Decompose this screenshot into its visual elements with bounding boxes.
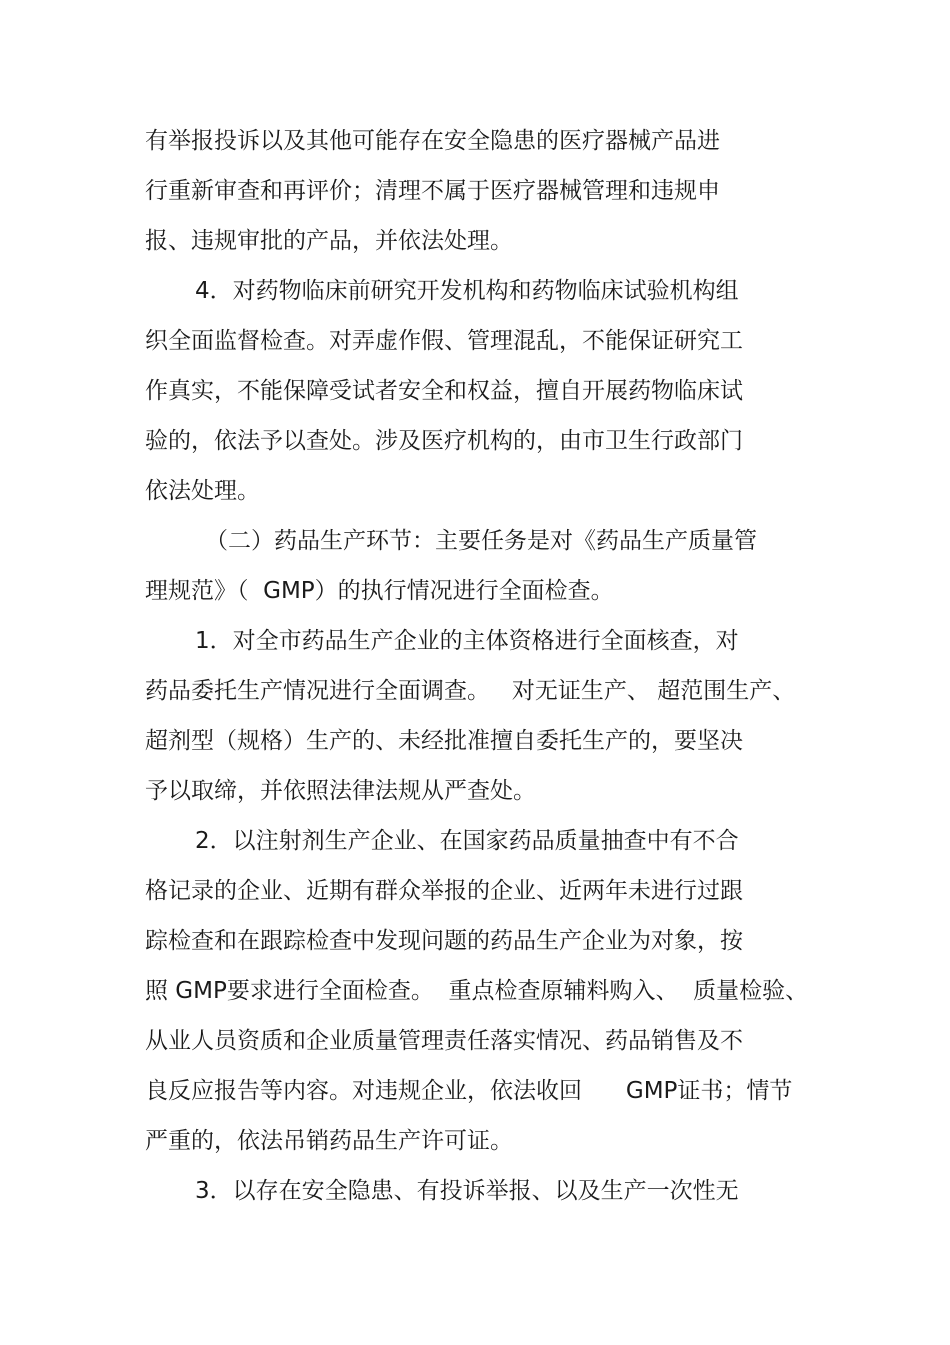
text-line: 格记录的企业、近期有群众举报的企业、近两年未进行过跟 xyxy=(145,878,743,904)
section-heading: （二）药品生产环节：主要任务是对《药品生产质量管 xyxy=(205,528,757,554)
text-line: 予以取缔，并依照法律法规从严查处。 xyxy=(145,778,536,804)
text-line: 3．以存在安全隐患、有投诉举报、以及生产一次性无 xyxy=(195,1178,739,1204)
text-line: 行重新审查和再评价；清理不属于医疗器械管理和违规申 xyxy=(145,178,720,204)
text-line: 照 GMP要求进行全面检查。 重点检查原辅料购入、 质量检验、 xyxy=(145,978,809,1004)
text-line: 依法处理。 xyxy=(145,478,260,504)
text-line: 理规范》（ GMP）的执行情况进行全面检查。 xyxy=(145,578,614,604)
text-line: 良反应报告等内容。对违规企业，依法收回 GMP证书；情节 xyxy=(145,1078,793,1104)
text-line: 1．对全市药品生产企业的主体资格进行全面核查，对 xyxy=(195,628,739,654)
text-line: 4．对药物临床前研究开发机构和药物临床试验机构组 xyxy=(195,278,739,304)
text-line: 有举报投诉以及其他可能存在安全隐患的医疗器械产品进 xyxy=(145,128,720,154)
text-line: 从业人员资质和企业质量管理责任落实情况、药品销售及不 xyxy=(145,1028,743,1054)
text-line: 作真实，不能保障受试者安全和权益，擅自开展药物临床试 xyxy=(145,378,743,404)
text-line: 报、违规审批的产品，并依法处理。 xyxy=(145,228,513,254)
text-line: 2．以注射剂生产企业、在国家药品质量抽查中有不合 xyxy=(195,828,739,854)
text-line: 验的，依法予以查处。涉及医疗机构的，由市卫生行政部门 xyxy=(145,428,743,454)
text-line: 织全面监督检查。对弄虚作假、管理混乱，不能保证研究工 xyxy=(145,328,743,354)
text-line: 超剂型（规格）生产的、未经批准擅自委托生产的，要坚决 xyxy=(145,728,743,754)
text-line: 严重的，依法吊销药品生产许可证。 xyxy=(145,1128,513,1154)
text-line: 踪检查和在跟踪检查中发现问题的药品生产企业为对象，按 xyxy=(145,928,743,954)
text-line: 药品委托生产情况进行全面调查。 对无证生产、 超范围生产、 xyxy=(145,678,796,704)
